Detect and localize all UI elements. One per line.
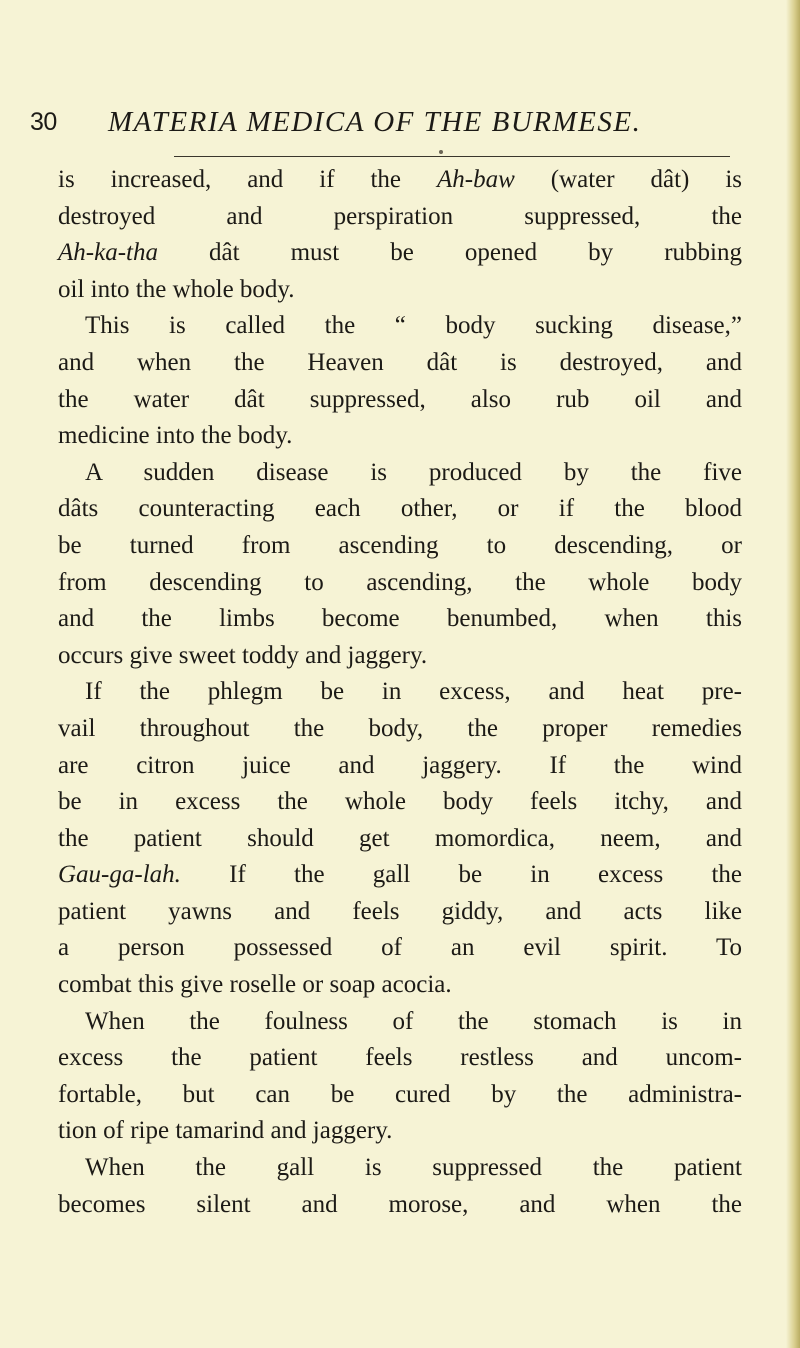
text-segment: A sudden disease is produced by the five xyxy=(85,458,742,486)
text-line xyxy=(58,1077,742,1114)
header-rule-mark xyxy=(439,150,443,154)
text-segment: fortable, but can be cured by the administra- xyxy=(58,1080,742,1108)
text-line xyxy=(58,382,742,419)
text-line xyxy=(58,1150,742,1187)
text-line xyxy=(58,601,742,638)
text-line xyxy=(58,784,742,821)
text-line xyxy=(58,345,742,382)
text-segment: becomes silent and morose, and when the xyxy=(58,1190,742,1218)
text-segment: and when the Heaven dât is destroyed, and xyxy=(58,348,742,376)
text-segment: patient yawns and feels giddy, and acts like xyxy=(58,897,742,925)
text-segment: dât must be opened by rubbing xyxy=(157,239,742,267)
text-segment: dâts counteracting each other, or if the blood xyxy=(58,495,742,523)
text-line xyxy=(58,930,742,967)
text-segment: excess the patient feels restless and uncom- xyxy=(58,1044,742,1072)
text-line xyxy=(58,308,742,345)
text-segment: (water dât) is xyxy=(514,166,743,193)
page-edge-shadow xyxy=(786,0,800,1348)
text-segment: If the gall be in excess the xyxy=(180,861,742,889)
body-text xyxy=(58,162,742,1223)
text-segment: vail throughout the body, the proper remedies xyxy=(58,714,742,742)
text-line xyxy=(58,711,742,748)
text-segment: is increased, and if the xyxy=(58,166,437,193)
text-segment: When the foulness of the stomach is in xyxy=(85,1007,742,1035)
text-segment: oil into the whole body. xyxy=(58,275,295,303)
text-line xyxy=(58,967,742,1004)
text-line xyxy=(58,565,742,602)
text-line xyxy=(58,162,742,199)
text-line xyxy=(58,418,742,455)
text-segment: the patient should get momordica, neem, and xyxy=(58,824,742,852)
text-segment: medicine into the body. xyxy=(58,422,293,450)
text-segment: destroyed and perspiration suppressed, the xyxy=(58,202,742,230)
text-segment: This is called the “ body sucking disease,” xyxy=(85,312,742,340)
italic-term: Gau-ga-lah. xyxy=(58,861,181,889)
text-line xyxy=(58,638,742,675)
text-segment: tion of ripe tamarind and jaggery. xyxy=(58,1117,393,1145)
text-line xyxy=(58,1187,742,1224)
page-header xyxy=(30,106,750,146)
text-line xyxy=(58,235,742,272)
text-segment: When the gall is suppressed the patient xyxy=(85,1154,742,1182)
text-line xyxy=(58,528,742,565)
text-segment: occurs give sweet toddy and jaggery. xyxy=(58,641,428,669)
text-line xyxy=(58,1113,742,1150)
text-line xyxy=(58,894,742,931)
text-line xyxy=(58,491,742,528)
text-segment: are citron juice and jaggery. If the wind xyxy=(58,751,742,779)
text-segment: the water dât suppressed, also rub oil and xyxy=(58,385,742,413)
text-line xyxy=(58,748,742,785)
text-segment: If the phlegm be in excess, and heat pre- xyxy=(85,678,742,706)
running-head: MATERIA MEDICA OF THE BURMESE. xyxy=(108,106,642,138)
text-line xyxy=(58,455,742,492)
text-segment: be in excess the whole body feels itchy, and xyxy=(58,788,742,816)
text-segment: be turned from ascending to descending, or xyxy=(58,531,742,559)
text-line xyxy=(58,1040,742,1077)
text-line xyxy=(58,674,742,711)
text-line xyxy=(58,1004,742,1041)
text-line xyxy=(58,272,742,309)
header-rule xyxy=(174,156,730,157)
text-line xyxy=(58,199,742,236)
text-line xyxy=(58,821,742,858)
text-segment: and the limbs become benumbed, when this xyxy=(58,605,742,633)
page-number: 30 xyxy=(30,108,57,136)
text-segment: a person possessed of an evil spirit. To xyxy=(58,934,742,962)
text-segment: combat this give roselle or soap acocia. xyxy=(58,971,452,999)
italic-term: Ah-baw xyxy=(436,166,515,193)
italic-term: Ah-ka-tha xyxy=(58,239,158,267)
text-segment: from descending to ascending, the whole body xyxy=(58,568,742,596)
text-line xyxy=(58,857,742,894)
